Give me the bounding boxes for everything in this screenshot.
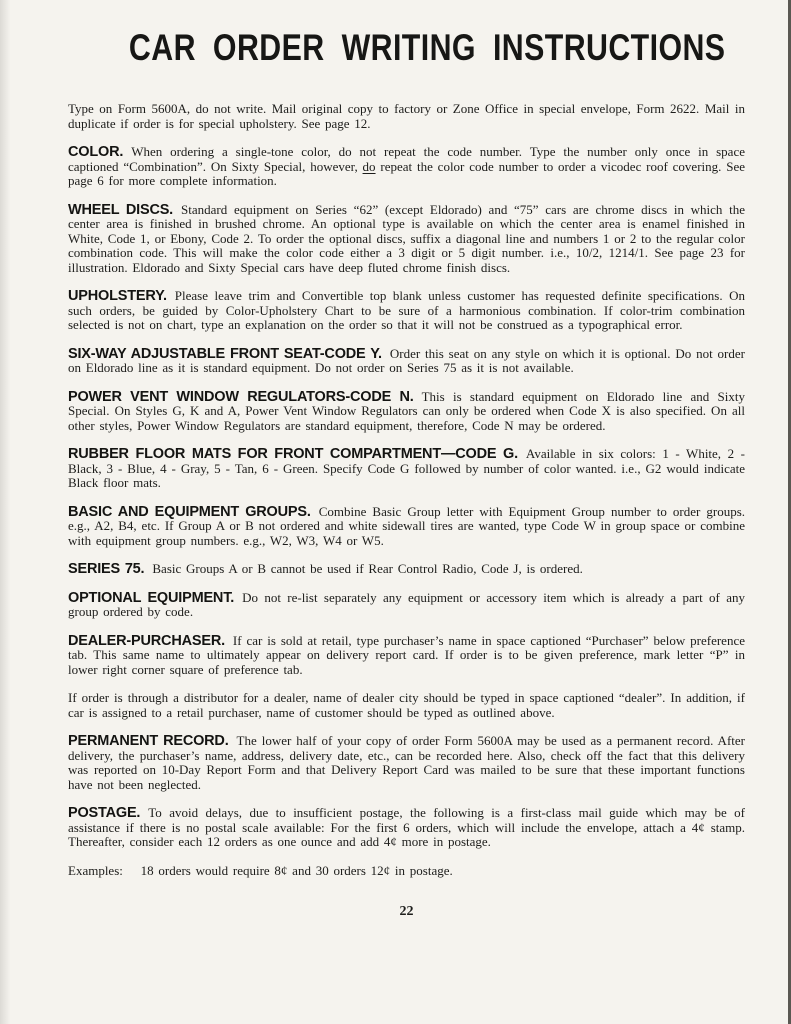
page-number: 22 <box>399 904 414 919</box>
body-text: If order is through a distributor for a dealer, name of dealer city should be typed in space captioned “dealer”. In addition, if car is assigned to a retail purchaser, name of customer should be typed as outlined above. <box>68 690 745 720</box>
section-paragraph <box>68 145 745 189</box>
underlined-word: do <box>362 158 376 174</box>
section-heading: OPTIONAL EQUIPMENT. <box>68 589 235 606</box>
body-text: The lower half of your copy of order Form 5600A may be used as a permanent record. After delivery, the purchaser’s name, address, delivery date, etc., can be recorded here. Also, check off the fact that this delivery was reported on 10-Day Report Form and that Delivery Report Card was mailed to be sure that these important functions have not been neglected. <box>68 733 745 792</box>
section-paragraph <box>68 203 745 276</box>
body-text: repeat the color code number to order a vicodec roof covering. See page 6 for more complete information. <box>68 158 745 188</box>
section-paragraph <box>68 390 745 434</box>
section-paragraph <box>68 289 745 333</box>
body-text: Type on Form 5600A, do not write. Mail original copy to factory or Zone Office in special envelope, Form 2622. Mail in duplicate if order is for special upholstery. See page 12. <box>68 101 745 131</box>
section-paragraph <box>68 102 745 131</box>
section-heading: POSTAGE. <box>68 805 141 821</box>
body-text: Standard equipment on Series “62” (except Eldorado) and “75” cars are chrome discs in which the center area is finished in brushed chrome. An optional type is available on which the center area is enamel finished in White, Code 1, or Ebony, Code 2. To order the optional discs, suffix a diagonal line and numbers 1 or 2 to the regular color combination code. This will make the color code either a 3 digit or 5 digit number. i.e., 10/2, 1214/1. See page 23 for illustration. Eldorado and Sixty Special cars have deep fluted chrome finish discs. <box>68 201 745 275</box>
section-paragraph <box>68 562 745 577</box>
section-heading: COLOR. <box>68 144 124 160</box>
section-heading: POWER VENT WINDOW REGULATORS-CODE N. <box>68 388 414 405</box>
body-text: Basic Groups A or B cannot be used if Rear Control Radio, Code J, is ordered. <box>152 561 583 576</box>
section-heading: PERMANENT RECORD. <box>68 733 229 749</box>
section-paragraph <box>68 447 745 491</box>
section-paragraph <box>68 347 745 376</box>
body-text: Combine Basic Group letter with Equipment Group number to order groups. e.g., A2, B4, etc. If Group A or B not ordered and white sidewall tires are wanted, type Code W in group space or combine with equipment group numbers. e.g., W2, W3, W4 or W5. <box>68 503 746 548</box>
body-text: To avoid delays, due to insufficient postage, the following is a first-class mail guide which may be of assistance if there is no postal scale available: For the first 6 orders, which will include the envelope, attach a 4¢ stamp. Thereafter, consider each 12 orders as one ounce and add 4¢ more in postage. <box>68 805 745 849</box>
body-text: Order this seat on any style on which it is optional. Do not order on Eldorado line as it is standard equipment. Do not order on Series 75 as it is not available. <box>68 345 745 375</box>
document-content <box>68 0 745 920</box>
section-paragraph <box>68 806 745 850</box>
body-text: Available in six colors: 1 - White, 2 - Black, 3 - Blue, 4 - Gray, 5 - Tan, 6 - Green. Specify Code G followed by number of color wanted. i.e., G2 would indicate Black floor mats. <box>68 446 745 490</box>
section-heading: RUBBER FLOOR MATS FOR FRONT COMPARTMENT—CODE G. <box>68 446 518 462</box>
section-heading: WHEEL DISCS. <box>68 201 174 218</box>
section-paragraph <box>68 505 745 549</box>
section-paragraph <box>68 864 745 879</box>
section-paragraph <box>68 634 745 678</box>
body-text: If car is sold at retail, type purchaser’s name in space captioned “Purchaser” below preference tab. This same name to ultimately appear on delivery report card. If order is to be given preference, mark letter “P” in lower right corner square of preference tab. <box>68 632 745 677</box>
sections <box>68 102 745 878</box>
body-text: Please leave trim and Convertible top blank unless customer has requested definite specifications. On such orders, be guided by Color-Upholstery Chart to be sure of a harmonious combination. If color-trim combination selected is not on chart, type an explanation on the order so that it will not be construed as a typographical error. <box>68 288 745 332</box>
body-text: Examples: 18 orders would require 8¢ and 30 orders 12¢ in postage. <box>68 862 453 878</box>
body-text: Do not re-list separately any equipment or accessory item which is already a part of any group ordered by code. <box>68 589 745 619</box>
section-heading: DEALER-PURCHASER. <box>68 632 225 649</box>
section-heading: UPHOLSTERY. <box>68 288 167 304</box>
section-paragraph <box>68 734 745 792</box>
section-paragraph <box>68 591 745 620</box>
section-heading: BASIC AND EQUIPMENT GROUPS. <box>68 503 311 520</box>
section-paragraph <box>68 691 745 720</box>
body-text: When ordering a single-tone color, do not repeat the code number. Type the number only once in space captioned “Combination”. On Sixty Special, however, <box>68 144 745 174</box>
page-title: CAR ORDER WRITING INSTRUCTIONS <box>128 27 726 68</box>
body-text: This is standard equipment on Eldorado line and Sixty Special. On Styles G, K and A, Power Vent Window Regulators can only be ordered when Code X is also specified. On all other styles, Power Window Regulators are standard equipment, therefore, Code N may be ordered. <box>68 388 745 433</box>
section-heading: SIX-WAY ADJUSTABLE FRONT SEAT-CODE Y. <box>68 345 382 362</box>
section-heading: SERIES 75. <box>68 561 145 577</box>
